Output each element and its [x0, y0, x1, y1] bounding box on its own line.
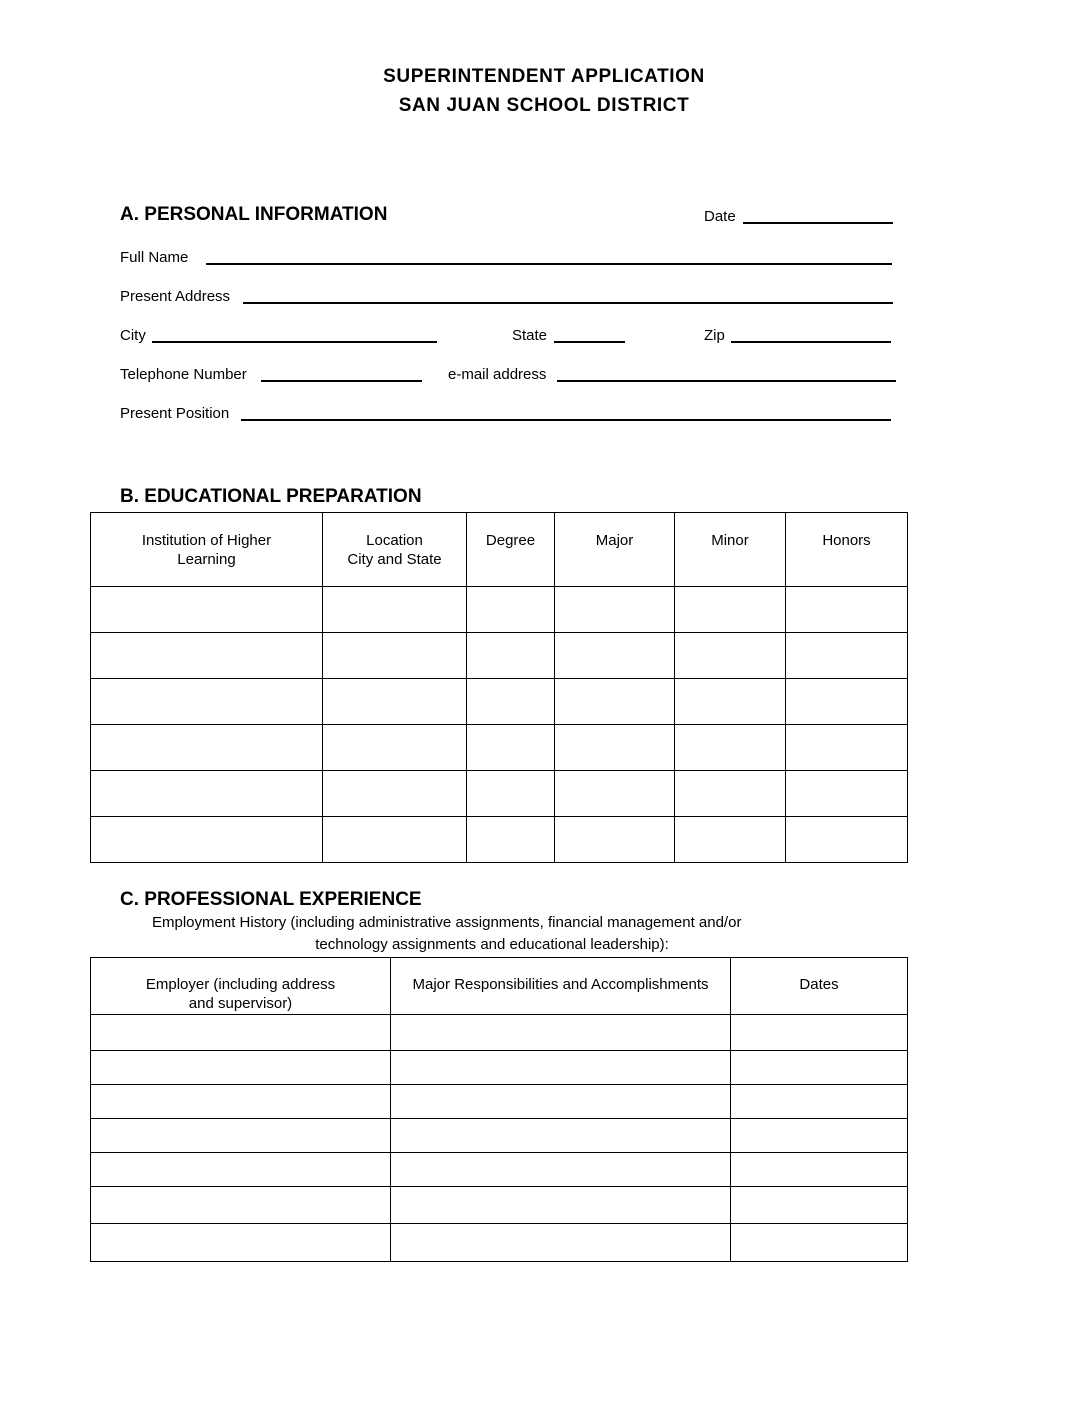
present-position-field[interactable]: [241, 419, 891, 421]
table-cell[interactable]: [467, 587, 555, 633]
table-cell[interactable]: [467, 725, 555, 771]
present-address-label: Present Address: [120, 288, 231, 305]
table-cell[interactable]: [786, 771, 908, 817]
table-row: [91, 1119, 908, 1153]
state-field[interactable]: [554, 341, 625, 343]
zip-label: Zip: [704, 327, 725, 344]
full-name-label: Full Name: [120, 249, 189, 266]
table-cell[interactable]: [391, 1224, 731, 1262]
table-row: [91, 1224, 908, 1262]
table-row: [91, 587, 908, 633]
table-cell[interactable]: [731, 1015, 908, 1051]
table-cell[interactable]: [731, 1085, 908, 1119]
section-a-heading: A. PERSONAL INFORMATION: [120, 204, 388, 225]
table-cell[interactable]: [91, 679, 323, 725]
employment-history-note: Employment History (including administrative assignments, financial management and/or: [152, 914, 742, 931]
column-header-responsibilities: Major Responsibilities and Accomplishments: [391, 958, 731, 1015]
table-cell[interactable]: [323, 725, 467, 771]
table-cell[interactable]: [555, 679, 675, 725]
table-cell[interactable]: [786, 633, 908, 679]
city-field[interactable]: [152, 341, 437, 343]
table-cell[interactable]: [555, 725, 675, 771]
table-cell[interactable]: [391, 1119, 731, 1153]
table-cell[interactable]: [323, 817, 467, 863]
table-cell[interactable]: [675, 587, 786, 633]
table-cell[interactable]: [91, 1015, 391, 1051]
table-cell[interactable]: [91, 1119, 391, 1153]
table-cell[interactable]: [91, 817, 323, 863]
table-cell[interactable]: [91, 633, 323, 679]
table-row: [91, 1085, 908, 1119]
column-header-employer: Employer (including address and supervisor): [91, 958, 391, 1015]
table-cell[interactable]: [731, 1187, 908, 1224]
table-cell[interactable]: [675, 679, 786, 725]
table-cell[interactable]: [555, 633, 675, 679]
section-b-heading: B. EDUCATIONAL PREPARATION: [120, 486, 422, 507]
column-header-major: Major: [555, 513, 675, 587]
table-row: [91, 725, 908, 771]
table-cell[interactable]: [391, 1085, 731, 1119]
table-cell[interactable]: [786, 587, 908, 633]
table-row: [91, 633, 908, 679]
table-cell[interactable]: [467, 771, 555, 817]
table-cell[interactable]: [391, 1187, 731, 1224]
table-cell[interactable]: [91, 725, 323, 771]
table-cell[interactable]: [675, 771, 786, 817]
column-header-dates: Dates: [731, 958, 908, 1015]
table-cell[interactable]: [731, 1224, 908, 1262]
email-field[interactable]: [557, 380, 896, 382]
city-label: City: [120, 327, 146, 344]
education-table: [90, 512, 908, 863]
telephone-field[interactable]: [261, 380, 422, 382]
table-cell[interactable]: [323, 679, 467, 725]
table-cell[interactable]: [91, 1051, 391, 1085]
table-cell[interactable]: [391, 1015, 731, 1051]
table-cell[interactable]: [467, 679, 555, 725]
section-c-heading: C. PROFESSIONAL EXPERIENCE: [120, 889, 422, 910]
table-row: [91, 1051, 908, 1085]
table-cell[interactable]: [786, 817, 908, 863]
email-label: e-mail address: [448, 366, 547, 383]
table-cell[interactable]: [731, 1051, 908, 1085]
table-cell[interactable]: [391, 1051, 731, 1085]
full-name-field[interactable]: [206, 263, 892, 265]
table-cell[interactable]: [323, 587, 467, 633]
table-cell[interactable]: [467, 633, 555, 679]
present-position-label: Present Position: [120, 405, 230, 422]
table-cell[interactable]: [555, 587, 675, 633]
table-cell[interactable]: [675, 633, 786, 679]
column-header-location: Location City and State: [323, 513, 467, 587]
table-cell[interactable]: [91, 587, 323, 633]
column-header-institution: Institution of Higher Learning: [91, 513, 323, 587]
table-cell[interactable]: [786, 679, 908, 725]
experience-table: [90, 957, 908, 1262]
table-cell[interactable]: [675, 725, 786, 771]
table-cell[interactable]: [675, 817, 786, 863]
table-row: [91, 1187, 908, 1224]
table-cell[interactable]: [91, 1187, 391, 1224]
table-cell[interactable]: [731, 1153, 908, 1187]
column-header-minor: Minor: [675, 513, 786, 587]
document-subtitle: SAN JUAN SCHOOL DISTRICT: [398, 95, 690, 116]
table-cell[interactable]: [91, 1153, 391, 1187]
table-row: [91, 679, 908, 725]
column-header-degree: Degree: [467, 513, 555, 587]
table-cell[interactable]: [731, 1119, 908, 1153]
present-address-field[interactable]: [243, 302, 893, 304]
column-header-honors: Honors: [786, 513, 908, 587]
table-cell[interactable]: [91, 1224, 391, 1262]
table-cell[interactable]: [555, 817, 675, 863]
table-cell[interactable]: [323, 771, 467, 817]
date-field[interactable]: [743, 222, 893, 224]
table-cell[interactable]: [91, 771, 323, 817]
state-label: State: [512, 327, 548, 344]
table-cell[interactable]: [391, 1153, 731, 1187]
table-cell[interactable]: [91, 1085, 391, 1119]
table-row: [91, 1015, 908, 1051]
employment-history-note-continued: technology assignments and educational leadership):: [315, 936, 669, 953]
table-row: [91, 1153, 908, 1187]
date-label: Date: [704, 208, 736, 225]
document-title: SUPERINTENDENT APPLICATION: [383, 66, 705, 87]
table-cell[interactable]: [323, 633, 467, 679]
table-cell[interactable]: [555, 771, 675, 817]
experience-header-row: [91, 958, 908, 1015]
zip-field[interactable]: [731, 341, 891, 343]
table-row: [91, 771, 908, 817]
table-row: [91, 817, 908, 863]
education-header-row: [91, 513, 908, 587]
telephone-label: Telephone Number: [120, 366, 247, 383]
table-cell[interactable]: [786, 725, 908, 771]
table-cell[interactable]: [467, 817, 555, 863]
